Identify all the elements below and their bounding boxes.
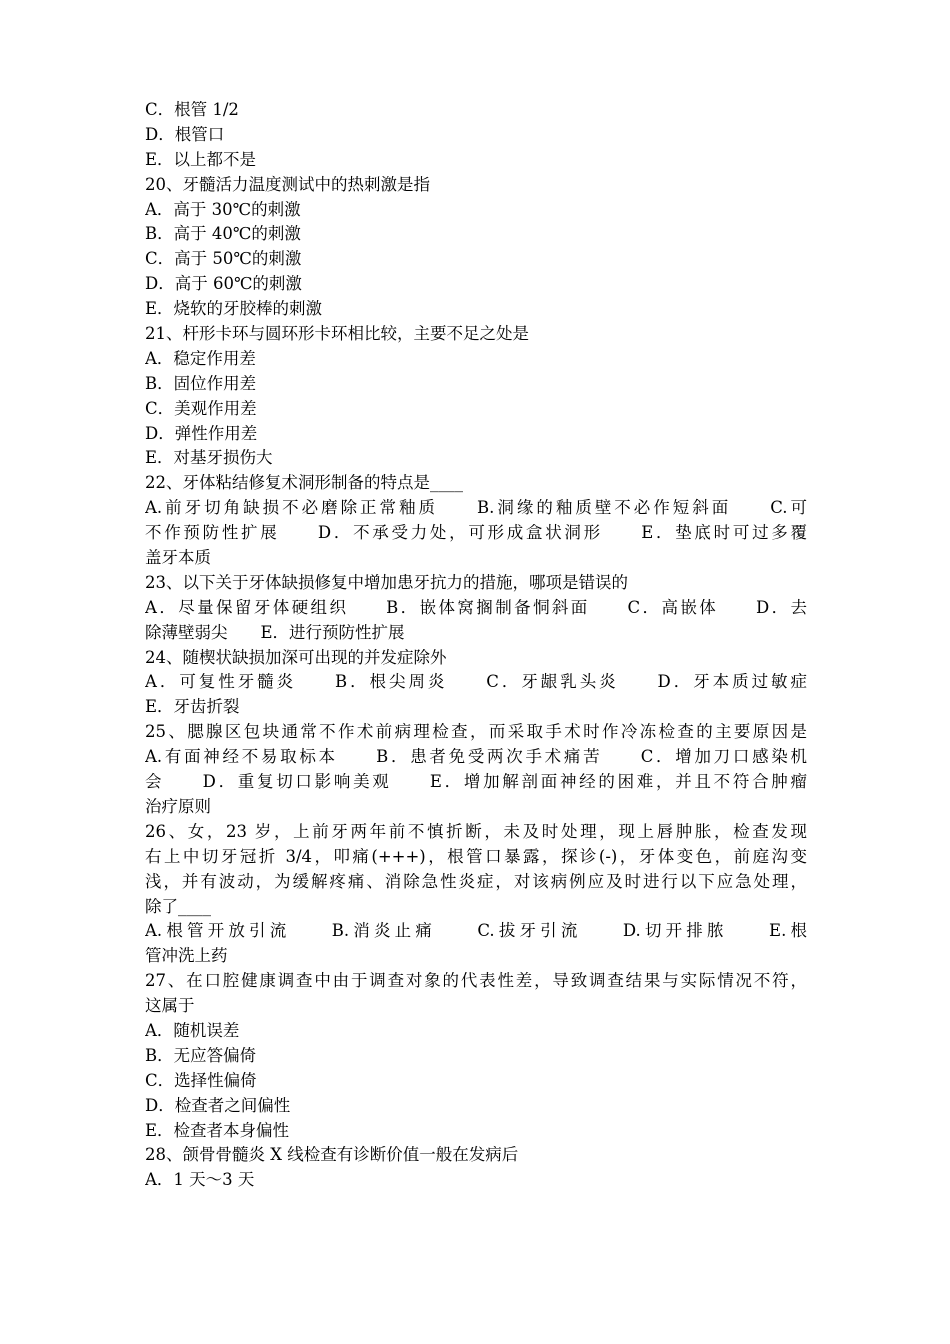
text-line: A.前牙切角缺损不必磨除正常釉质 B.洞缘的釉质壁不必作短斜面 C.可	[145, 498, 807, 518]
text-line: A.根管开放引流 B.消炎止痛 C.拔牙引流 D.切开排脓 E.根	[145, 921, 807, 941]
text-line: E．检查者本身偏性	[145, 1120, 290, 1140]
text-line: E．以上都不是	[145, 149, 257, 169]
text-line: 22、牙体粘结修复术洞形制备的特点是____	[145, 473, 463, 493]
text-line: B．高于 40℃的刺激	[145, 224, 301, 244]
text-line: D．高于 60℃的刺激	[145, 274, 302, 294]
text-line: E．烧软的牙胶棒的刺激	[145, 299, 323, 319]
text-line: A．稳定作用差	[145, 348, 256, 368]
text-line: B．固位作用差	[145, 373, 257, 393]
text-line: 治疗原则	[145, 796, 211, 816]
text-line: C．高于 50℃的刺激	[145, 249, 302, 269]
text-line: B．无应答偏倚	[145, 1045, 257, 1065]
text-line: D．检查者之间偏性	[145, 1095, 291, 1115]
text-line: A．1 天～3 天	[145, 1170, 255, 1190]
text-line: A．随机误差	[145, 1020, 240, 1040]
text-line: C．选择性偏倚	[145, 1070, 257, 1090]
text-line: 盖牙本质	[145, 548, 211, 568]
text-line: C．根管 1/2	[145, 100, 239, 119]
text-line: 25、腮腺区包块通常不作术前病理检查，而采取手术时作冷冻检查的主要原因是	[145, 722, 807, 742]
text-line: C．美观作用差	[145, 398, 257, 418]
text-line: 右上中切牙冠折 3/4，叩痛(+++)，根管口暴露，探诊(-)，牙体变色，前庭沟变	[145, 846, 807, 866]
text-line: 24、随楔状缺损加深可出现的并发症除外	[145, 647, 447, 667]
document-body	[145, 98, 807, 1193]
text-line: 会 D．重复切口影响美观 E．增加解剖面神经的困难，并且不符合肿瘤	[145, 772, 807, 792]
text-line: 除薄壁弱尖 E．进行预防性扩展	[145, 622, 405, 642]
text-line: 23、以下关于牙体缺损修复中增加患牙抗力的措施，哪项是错误的	[145, 572, 628, 592]
text-line: A.有面神经不易取标本 B．患者免受两次手术痛苦 C．增加刀口感染机	[145, 747, 807, 767]
text-line: E．对基牙损伤大	[145, 448, 273, 468]
text-line: 28、颌骨骨髓炎 X 线检查有诊断价值一般在发病后	[145, 1145, 519, 1165]
text-line: 27、在口腔健康调查中由于调查对象的代表性差，导致调查结果与实际情况不符，	[145, 971, 807, 991]
text-line: D．根管口	[145, 124, 225, 144]
text-line: 浅，并有波动，为缓解疼痛、消除急性炎症，对该病例应及时进行以下应急处理，	[145, 871, 807, 891]
text-line: 21、杆形卡环与圆环形卡环相比较，主要不足之处是	[145, 324, 529, 344]
text-line: 管冲洗上药	[145, 946, 228, 966]
text-line: 20、牙髓活力温度测试中的热刺激是指	[145, 174, 430, 194]
text-line: E．牙齿折裂	[145, 697, 240, 717]
text-line: A．高于 30℃的刺激	[145, 199, 301, 219]
text-line: 26、女，23 岁，上前牙两年前不慎折断，未及时处理，现上唇肿胀，检查发现	[145, 821, 807, 841]
text-line: 不作预防性扩展 D．不承受力处，可形成盒状洞形 E．垫底时可过多覆	[145, 523, 807, 543]
text-line: 这属于	[145, 996, 195, 1016]
text-line: 除了____	[145, 896, 211, 916]
text-line: A．可复性牙髓炎 B．根尖周炎 C．牙龈乳头炎 D．牙本质过敏症	[145, 672, 807, 692]
text-line: D．弹性作用差	[145, 423, 258, 443]
text-line: A．尽量保留牙体硬组织 B．嵌体窝搁制备恫斜面 C．高嵌体 D．去	[145, 597, 807, 617]
